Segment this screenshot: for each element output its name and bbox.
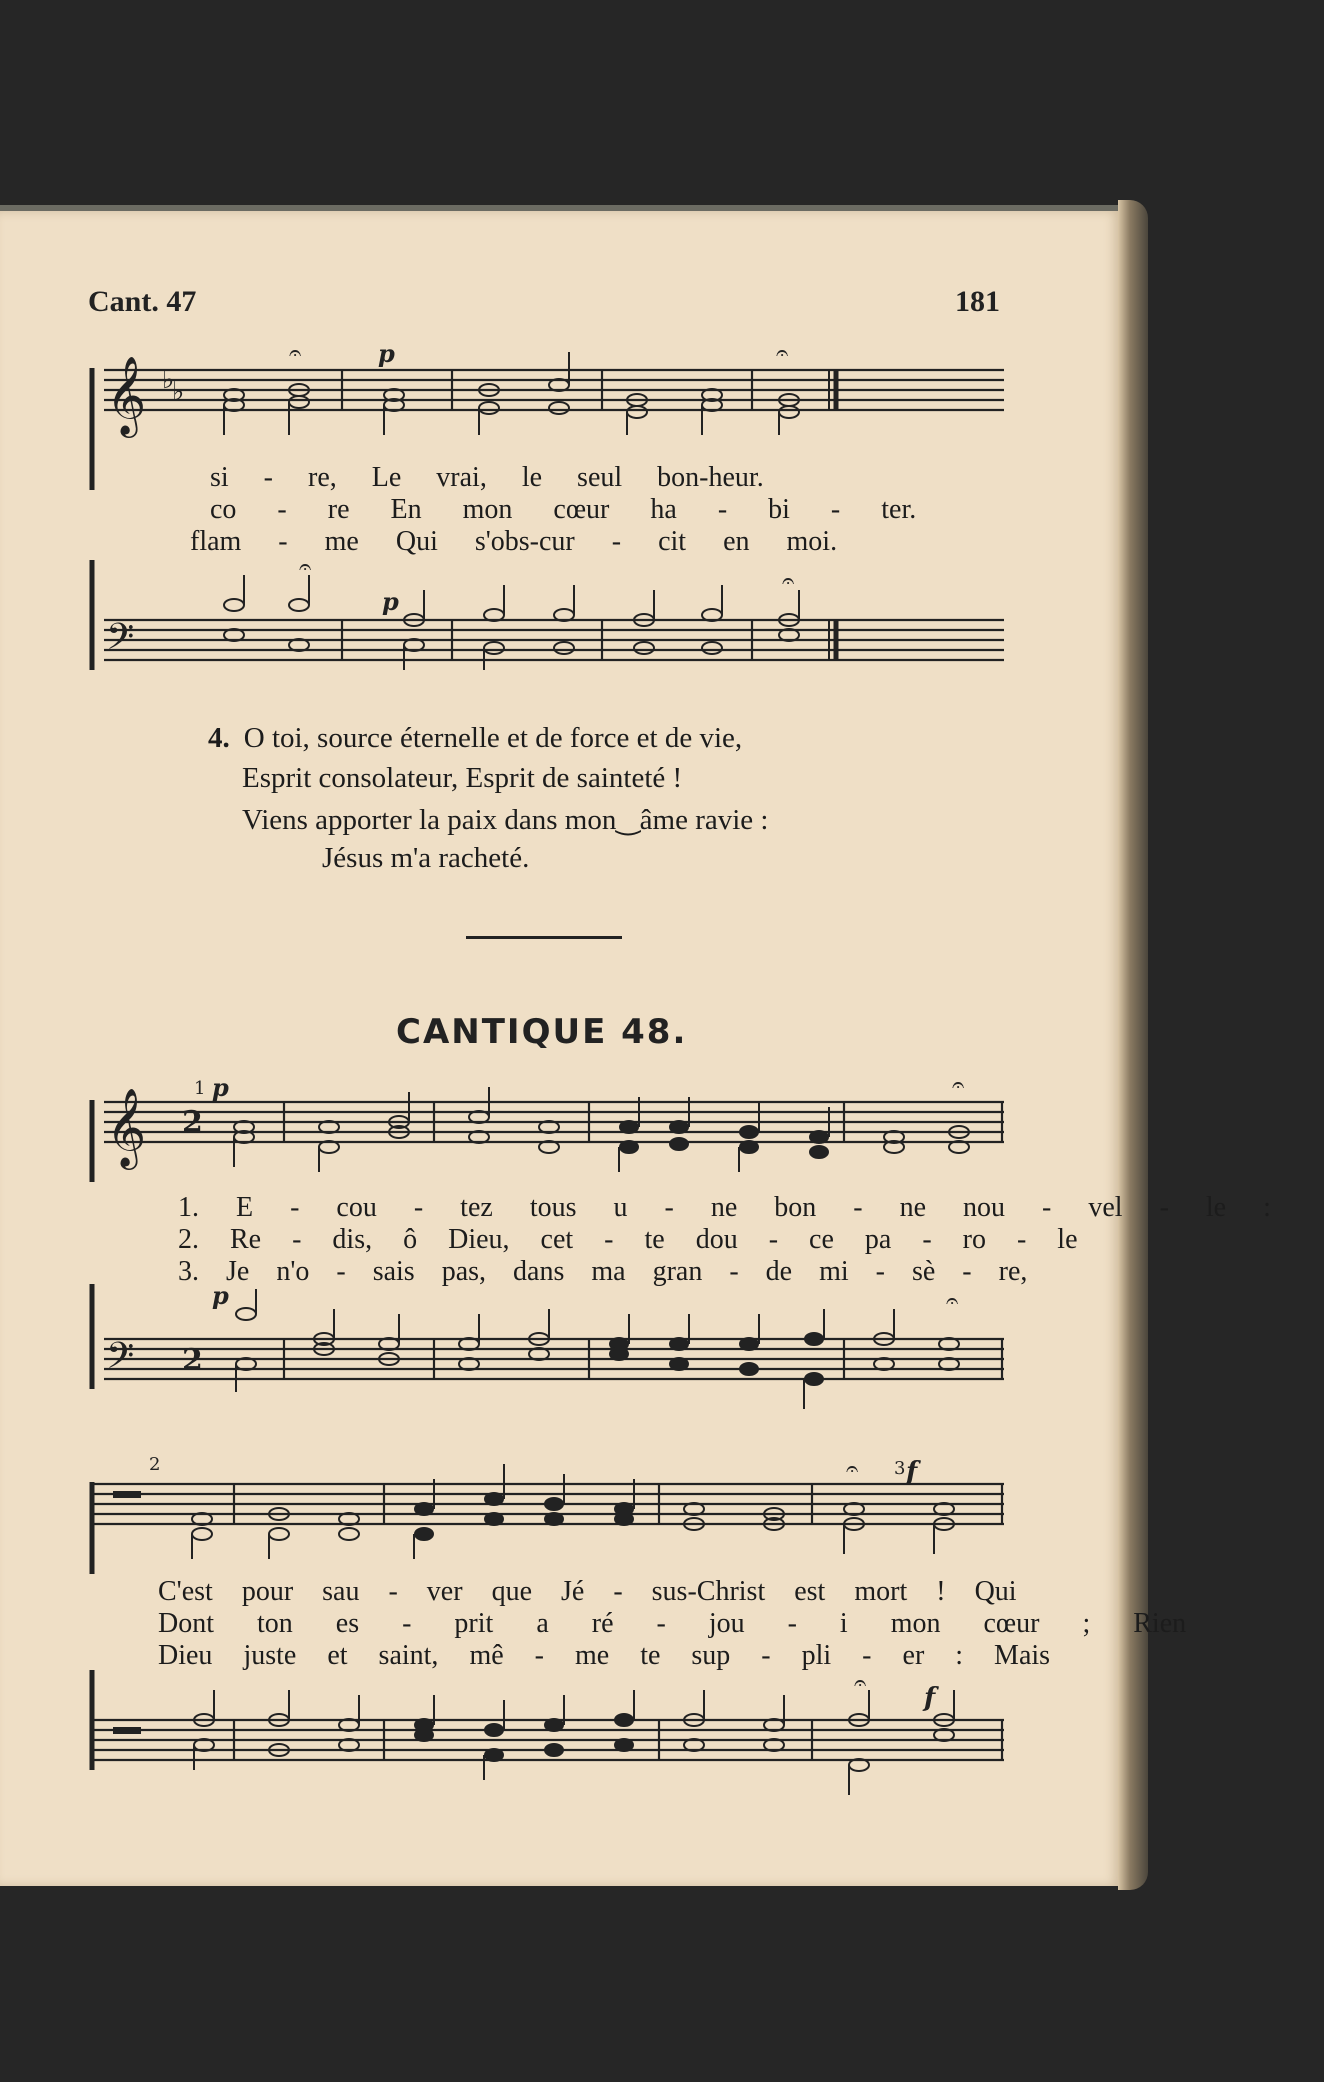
c48-syllable: C'est pour [158,1576,323,1607]
c48-syllable: cet - te [540,1224,696,1255]
lyric-c47-line3 [190,526,837,558]
fermata-icon: 𝄐 [776,341,789,366]
bass-clef-icon: 𝄢 [106,1335,135,1386]
c48-syllable: juste [243,1640,328,1671]
svg-text:p: p [212,1284,229,1310]
c48-syllable: te [640,1640,692,1671]
svg-text:2: 2 [149,1454,161,1475]
c48-syllable: Dieu, [448,1224,541,1255]
svg-text:1: 1 [194,1078,206,1099]
c48-syllable: saint, [378,1640,470,1671]
c47-syllable: Le [371,462,437,493]
c48-syllable: E - cou - tez [236,1192,530,1223]
fermata-icon: 𝄐 [299,560,312,580]
c48-syllable: mi - sè - re, [819,1256,1028,1287]
fermata-icon: 𝄐 [946,1289,959,1314]
c48-syllable: dou - ce [695,1224,865,1255]
fermata-icon: 𝄐 [952,1073,965,1098]
c48-syllable: ton [257,1608,336,1639]
verse4-number: 4. [208,722,230,754]
c47-syllable: vrai, [436,462,522,493]
cantique-title: CANTIQUE 48. [396,1012,688,1052]
svg-text:3: 3 [894,1458,906,1479]
lyric-c48-s1-line2 [178,1224,1078,1256]
svg-text:p: p [378,340,395,368]
fermata-icon: 𝄐 [854,1671,867,1696]
c47-syllable: moi. [786,526,838,557]
verse4-line3: Viens apporter la paix dans mon‿âme ravie : [242,804,769,836]
c48-syllable: ré - jou - i [591,1608,891,1639]
c48-syllable: Je [226,1256,277,1287]
c48-syllable: pa - ro - le [864,1224,1078,1255]
c47-syllable: flam - me [190,526,396,557]
c47-syllable: le [521,462,578,493]
c48-syllable: est [794,1576,855,1607]
lyric-c48-s2-line3 [158,1640,1050,1672]
c48-syllable: pas, [441,1256,514,1287]
c48-syllable: mê - me [469,1640,641,1671]
c48-syllable: a [536,1608,592,1639]
c48-syllable: Dont [158,1608,257,1639]
c48-syllable: Qui [974,1576,1017,1607]
c47-syllable: en [723,526,787,557]
c48-syllable: 3. [178,1256,226,1287]
c48-syllable: 1. [178,1192,236,1223]
lyric-c48-s2-line2 [158,1608,1186,1640]
page-number: 181 [955,285,1000,318]
svg-text:♭: ♭ [162,365,175,395]
c48-syllable: Re - dis, [230,1224,404,1255]
c47-syllable: ha - bi - ter. [650,494,917,525]
lyric-c47-line1 [210,462,764,494]
c48-syllable: ma [591,1256,653,1287]
c47-syllable: si - re, [210,462,372,493]
fermata-icon: 𝄐 [289,341,302,366]
svg-text:2: 2 [182,1343,203,1378]
lyric-c47-line2 [210,494,916,526]
c48-syllable: Rien [1133,1608,1187,1639]
svg-text:p: p [382,587,399,616]
svg-text:2: 2 [182,1105,203,1140]
c48-syllable: u - ne [613,1192,775,1223]
c48-syllable: Dieu [158,1640,244,1671]
section-divider [466,936,622,939]
c47-syllable: co - re [210,494,391,525]
c47-syllable: En [390,494,463,525]
c48-syllable: mort ! [854,1576,975,1607]
treble-staff-c48-s2 [84,1454,1004,1574]
svg-text:f: f [906,1457,918,1487]
bass-staff-c48-s1 [84,1284,1004,1414]
c48-syllable: nou - vel - le : [963,1192,1271,1223]
verse4-line2: Esprit consolateur, Esprit de sainteté ! [242,762,683,794]
fermata-icon: 𝄐 [846,1457,859,1482]
c48-syllable: Mais [994,1640,1051,1671]
c48-syllable: ô [403,1224,449,1255]
svg-text:♭: ♭ [172,377,185,407]
c47-syllable: s'obs-cur - cit [474,526,724,557]
bass-staff-c47 [84,560,1004,680]
c48-syllable: es - prit [335,1608,537,1639]
fermata-icon: 𝄐 [782,569,795,594]
lyric-c48-s2-line1 [158,1576,1017,1608]
c47-syllable: Qui [395,526,475,557]
bass-staff-c48-s2 [84,1670,1004,1800]
c48-syllable: n'o - sais [276,1256,442,1287]
lyric-c48-s1-line1 [178,1192,1271,1224]
c47-syllable: seul [577,462,658,493]
c48-syllable: tous [529,1192,614,1223]
treble-clef-icon: 𝄞 [106,1088,147,1167]
running-head-left: Cant. 47 [88,285,197,318]
treble-staff-c48-s1 [84,1072,1004,1182]
svg-text:p: p [212,1073,229,1102]
c48-syllable: que [491,1576,561,1607]
bass-clef-icon: 𝄢 [106,616,135,667]
svg-text:f: f [924,1683,936,1713]
verse4-line4: Jésus m'a racheté. [322,842,530,874]
c48-syllable: gran - de [652,1256,820,1287]
c48-syllable: et [327,1640,379,1671]
c47-syllable: mon cœur [462,494,651,525]
c48-syllable: 2. [178,1224,230,1255]
verse4-line1: 4. O toi, source éternelle et de force et de vie, [208,722,743,754]
treble-clef-icon: 𝄞 [106,356,147,435]
c48-syllable: sau - ver [322,1576,492,1607]
c48-syllable: sup - pli - er : [691,1640,995,1671]
c48-syllable: mon cœur ; [890,1608,1134,1639]
c48-syllable: dans [513,1256,592,1287]
c48-syllable: bon - ne [774,1192,964,1223]
c48-syllable: Jé - sus-Christ [561,1576,795,1607]
c47-syllable: bon-heur. [657,462,764,493]
